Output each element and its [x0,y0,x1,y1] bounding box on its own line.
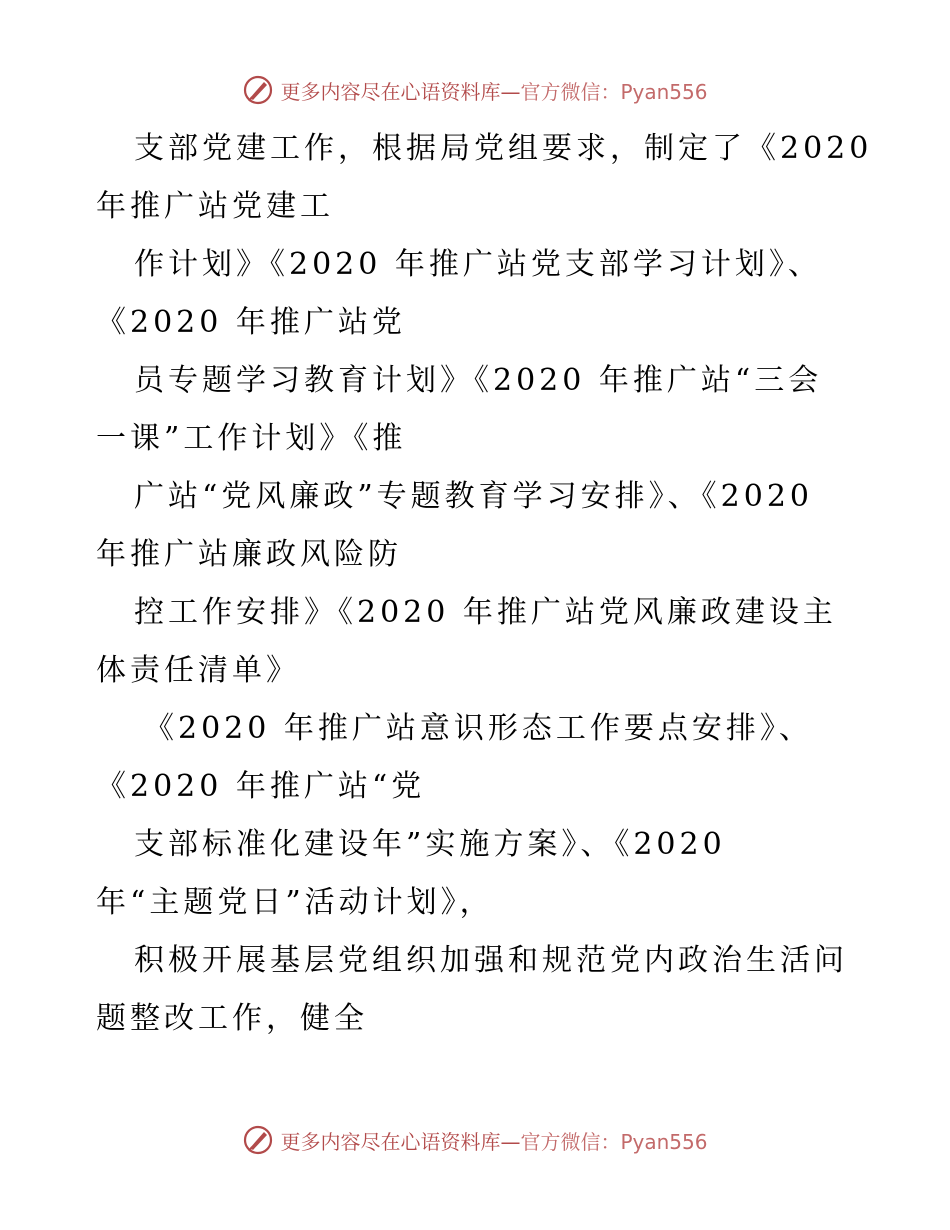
text-line: 体责任清单》 [96,653,300,688]
text-line: 积极开展基层党组织加强和规范党内政治生活问 [134,943,848,978]
text-line: 题整改工作，健全 [96,1001,368,1036]
text-line: 支部标准化建设年”实施方案》、《2020 [134,827,726,862]
text-line: 年推广站廉政风险防 [96,537,402,572]
header-watermark [0,70,950,110]
text-line: 年推广站党建工 [96,189,334,224]
text-line: 作计划》《2020 年推广站党支部学习计划》、 [134,247,822,282]
document-body [96,120,873,1048]
watermark-brand-text: 更多内容尽在心语资料库— [280,1129,521,1154]
text-line: 广站“党风廉政”专题教育学习安排》、《2020 [134,479,814,514]
text-line: 员专题学习教育计划》《2020 年推广站“三会 [134,363,823,398]
watermark-wechat-text: 官方微信：Pyan556 [520,1129,708,1154]
watermark-brand-text: 更多内容尽在心语资料库— [280,79,521,104]
text-line: 年“主题党日”活动计划》， [96,885,494,920]
text-line: 《2020 年推广站意识形态工作要点安排》、 [144,711,813,746]
quill-circle-logo-icon [242,74,274,106]
text-line: 支部党建工作，根据局党组要求，制定了《2020 [134,131,873,166]
text-line: 《2020 年推广站党 [96,305,406,340]
watermark-text [280,1126,707,1155]
watermark-wechat-text: 官方微信：Pyan556 [520,79,708,104]
text-line: 《2020 年推广站“党 [96,769,426,804]
watermark-text [280,76,707,105]
text-line: 控工作安排》《2020 年推广站党风廉政建设主 [134,595,837,630]
quill-circle-logo-icon [242,1124,274,1156]
footer-watermark [0,1120,950,1160]
text-line: 一课”工作计划》《推 [96,421,407,456]
